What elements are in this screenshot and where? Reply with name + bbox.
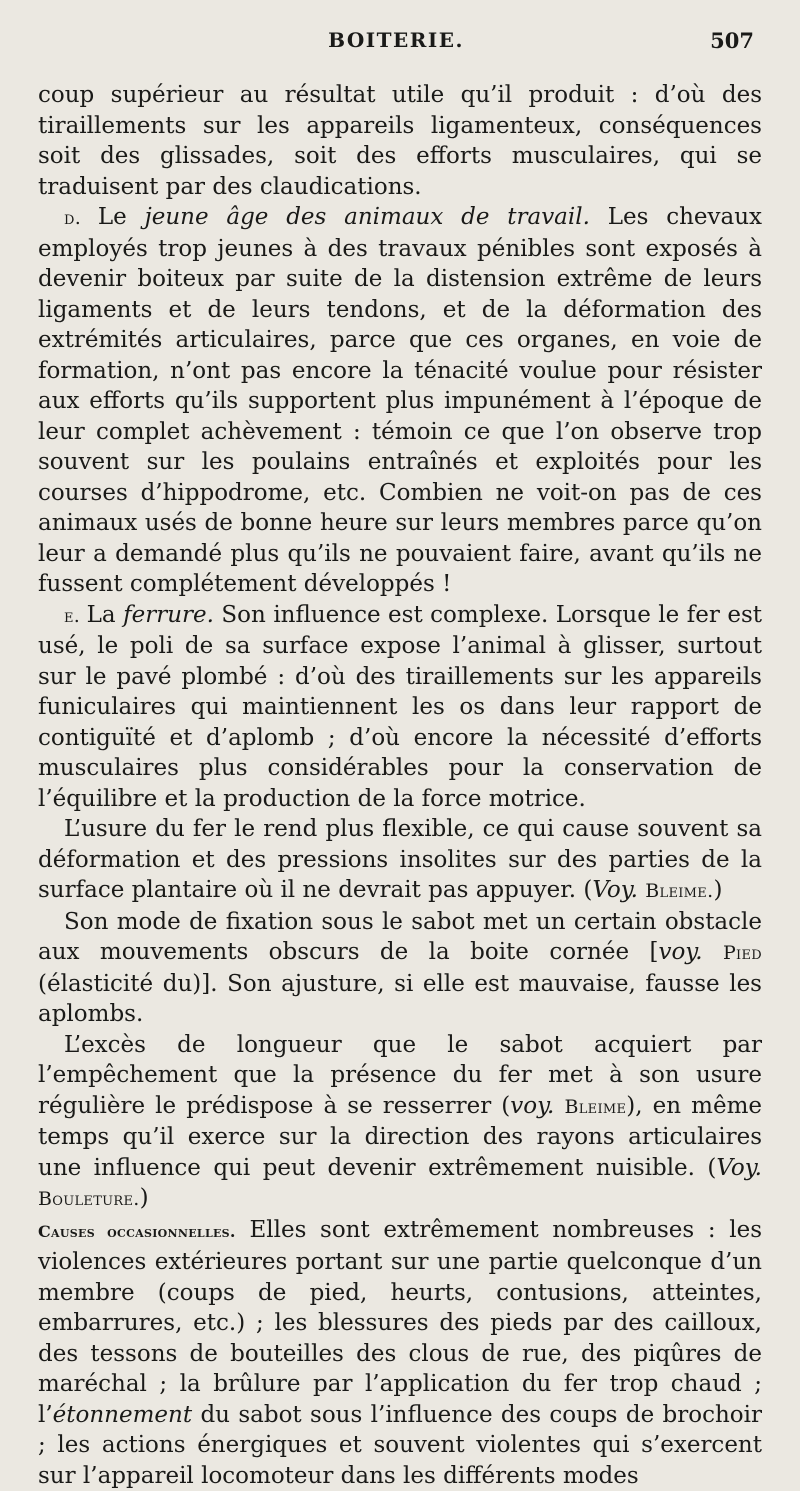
small-caps-run: Bleime — [564, 1096, 626, 1118]
italic-run: ferrure. — [123, 602, 214, 628]
text-run: Les chevaux employés trop jeunes à des travaux pénibles sont exposés à devenir boiteux par suite de la distension extrême de leurs ligaments et de leurs tendons, et de la déformation des extrémités articulaires, parce que ces organes, en voie de formation, n’ont pas encore la ténacité voulue pour résister aux efforts qu’ils supportent plus impunément à l’époque de leur complet achèvement : témoin ce que l’on observe trop souvent sur les poulains entraînés et exploités pour les courses d’hippodrome, etc. Combien ne voit-on pas de ces animaux usés de bonne heure sur leurs membres parce qu’on leur a demandé plus qu’ils ne pouvaient faire, avant qu’ils ne fussent complétement développés ! — [38, 204, 762, 597]
small-caps-run: e. — [64, 605, 87, 627]
text-run — [554, 1093, 564, 1119]
paragraph — [38, 600, 762, 815]
text-run: du sabot sous l’influence des coups de brochoir ; les actions énergiques et souvent violentes qui s’exercent sur l’appareil locomoteur dans les différents modes — [38, 1402, 762, 1489]
text-run: Son mode de fixation sous le sabot met un certain obstacle aux mouvements obscurs de la boite cornée [ — [38, 909, 762, 966]
text-run: ) — [713, 877, 722, 903]
page-number: 507 — [710, 28, 754, 53]
text-run: L’usure du fer le rend plus flexible, ce qui cause souvent sa déformation et des pressions insolites sur des parties de la surface plantaire où il ne devrait pas appuyer. ( — [38, 816, 762, 903]
page-header — [38, 28, 754, 62]
running-title: BOITERIE. — [38, 28, 754, 52]
paragraph — [38, 80, 762, 202]
text-run: (élasticité du)]. Son ajusture, si elle est mauvaise, fausse les aplombs. — [38, 971, 762, 1028]
paragraph — [38, 1030, 762, 1215]
text-run: ), en même temps qu’il exerce sur la direction des rayons articulaires une influence qui peut devenir extrêmement nuisible. ( — [38, 1093, 762, 1181]
paragraph — [38, 814, 762, 907]
italic-run: voy. — [510, 1093, 554, 1119]
italic-run: jeune âge des animaux de travail. — [145, 204, 590, 230]
text-run — [703, 939, 723, 965]
italic-run: Voy. — [716, 1155, 762, 1181]
text-run: Son influence est complexe. Lorsque le fer est usé, le poli de sa surface expose l’animal à glisser, surtout sur le pavé plombé : d’où des tiraillements sur les appareils funiculaires qui maintiennent les os dans leur rapport de contiguïté et d’aplomb ; d’où encore la nécessité d’efforts musculaires plus considérables pour la conservation de l’équilibre et la production de la force motrice. — [38, 602, 762, 812]
paragraph — [38, 202, 762, 600]
small-caps-run: Bouleture. — [38, 1188, 140, 1210]
text-run: ) — [140, 1185, 149, 1211]
text-run: La — [87, 602, 123, 628]
body-text — [38, 80, 762, 1491]
italic-run: étonnement — [53, 1402, 192, 1428]
section-label: Causes occasionnelles. — [38, 1222, 236, 1241]
text-run: L’excès de longueur que le sabot acquiert par l’empêchement que la présence du fer met à son usure régulière le prédispose à se resserrer ( — [38, 1032, 762, 1119]
small-caps-run: Pied — [723, 942, 762, 964]
small-caps-run: Bleime. — [645, 880, 713, 902]
paragraph — [38, 907, 762, 1030]
italic-run: Voy. — [592, 877, 638, 903]
italic-run: voy. — [658, 939, 702, 965]
text-run: coup supérieur au résultat utile qu’il produit : d’où des tiraillements sur les appareils ligamenteux, conséquences soit des glissades, soit des efforts musculaires, qui se traduisent par des claudications. — [38, 82, 762, 200]
small-caps-run: d. — [64, 207, 98, 229]
paragraph — [38, 1215, 762, 1491]
text-run: Elles sont extrêmement nombreuses : les violences extérieures portant sur une partie quelconque d’un membre (coups de pied, heurts, contusions, atteintes, embarrures, etc.) ; les blessures des pieds par des cailloux, des tessons de bouteilles des clous de rue, des piqûres de maréchal ; la brûlure par l’application du fer trop chaud ; l’ — [38, 1217, 762, 1428]
text-run: Le — [98, 204, 145, 230]
